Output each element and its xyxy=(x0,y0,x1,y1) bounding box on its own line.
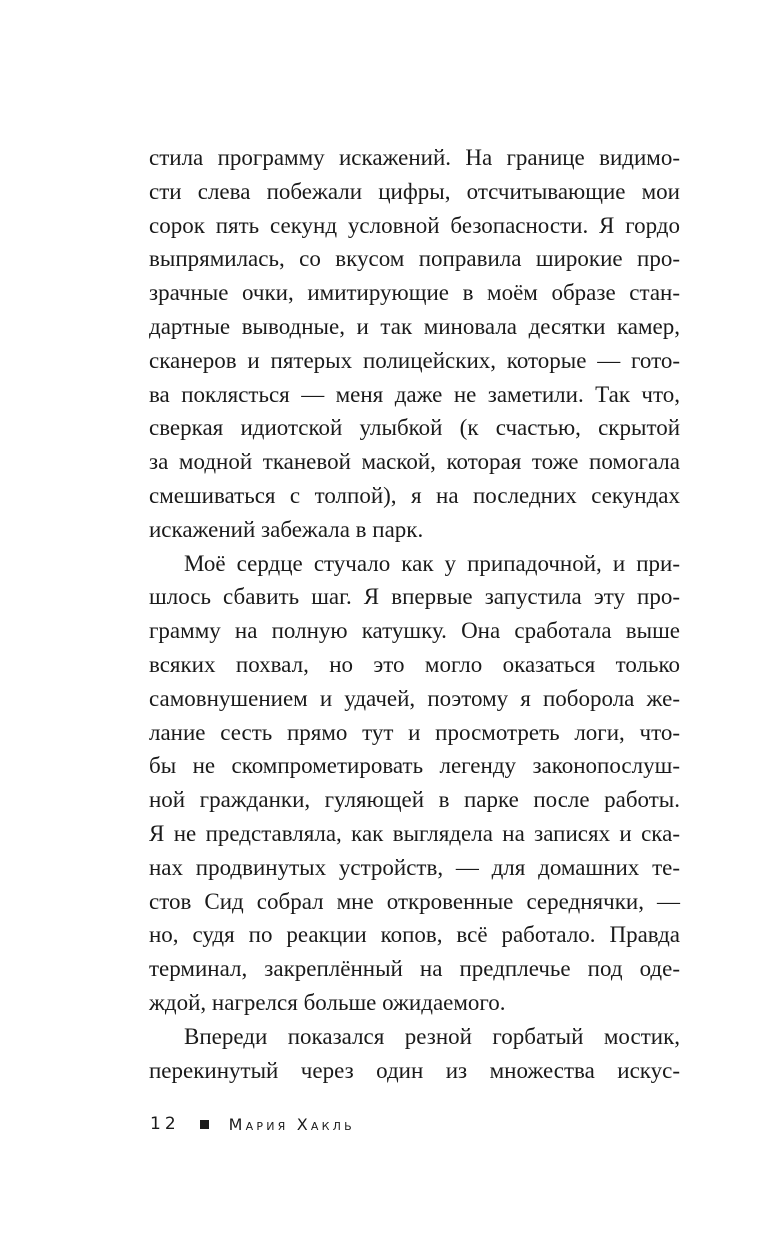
text-line: перекинутый через один из множества искус- xyxy=(149,1057,680,1083)
text-line: стов Сид собрал мне откровенные середнячки, — xyxy=(149,888,680,914)
page-number: 12 xyxy=(150,1114,180,1134)
page-footer xyxy=(150,1111,355,1137)
text-line: всяких похвал, но это могло оказаться только xyxy=(149,651,680,677)
text-line: грамму на полную катушку. Она сработала выше xyxy=(149,618,680,644)
text-line: бы не скомпрометировать легенду законопослуш- xyxy=(149,753,680,779)
text-line: Впереди показался резной горбатый мостик, xyxy=(184,1023,680,1049)
text-line: ждой, нагрелся больше ожидаемого. xyxy=(149,989,506,1015)
text-line: стила программу искажений. На границе видимо- xyxy=(149,145,680,170)
text-line: сканеров и пятерых полицейских, которые — гото- xyxy=(149,347,680,373)
text-line: Моё сердце стучало как у припадочной, и при- xyxy=(184,550,680,576)
text-line: лание сесть прямо тут и просмотреть логи, что- xyxy=(149,719,680,745)
text-line: ва поклясться — меня даже не заметили. Так что, xyxy=(149,381,680,407)
text-line: но, судя по реакции копов, всё работало. Правда xyxy=(149,922,680,948)
square-bullet-icon xyxy=(200,1120,209,1129)
text-line: искажений забежала в парк. xyxy=(149,516,424,542)
text-line: нах продвинутых устройств, — для домашних те- xyxy=(149,854,680,880)
text-line: Я не представляла, как выглядела на записях и ска- xyxy=(149,820,680,846)
text-line: сверкая идиотской улыбкой (к счастью, скрытой xyxy=(149,415,680,441)
author-name: Мария Хакль xyxy=(228,1114,355,1134)
text-line: ной гражданки, гуляющей в парке после работы. xyxy=(149,787,680,813)
text-line: дартные выводные, и так миновала десятки камер, xyxy=(149,313,680,339)
text-line: за модной тканевой маской, которая тоже помогала xyxy=(149,449,680,475)
text-line: самовнушением и удачей, поэтому я поборола же- xyxy=(149,685,680,711)
text-line: зрачные очки, имитирующие в моём образе стан- xyxy=(149,280,680,306)
text-line: терминал, закреплённый на предплечье под оде- xyxy=(149,956,680,982)
text-line: шлось сбавить шаг. Я впервые запустила эту про- xyxy=(149,584,680,610)
text-line: сти слева побежали цифры, отсчитывающие мои xyxy=(149,178,680,204)
body-text xyxy=(149,141,680,1087)
text-line: смешиваться с толпой), я на последних секундах xyxy=(149,482,680,508)
text-line: сорок пять секунд условной безопасности. Я гордо xyxy=(149,212,680,238)
text-line: выпрямилась, со вкусом поправила широкие про- xyxy=(149,246,680,272)
